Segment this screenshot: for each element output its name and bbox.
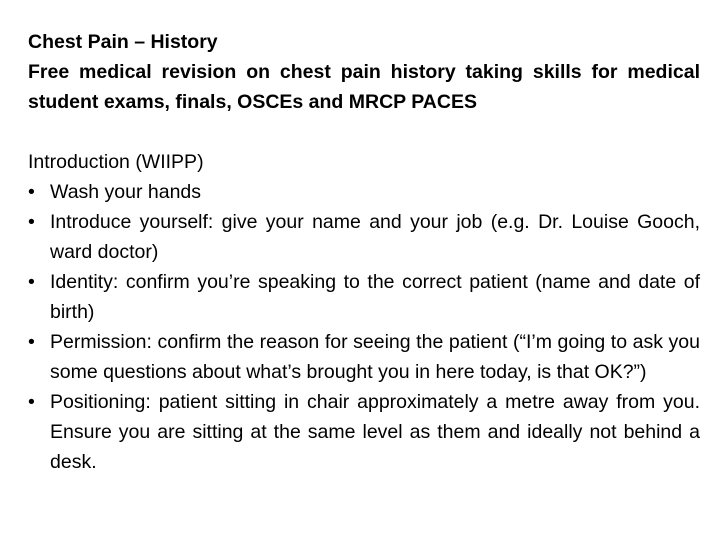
list-item — [28, 267, 700, 327]
header-block — [28, 27, 700, 117]
page-title: Chest Pain – History — [28, 31, 218, 53]
bullet-lead-letter: P — [50, 331, 64, 353]
bullet-icon: • — [28, 331, 35, 353]
bullet-icon: • — [28, 211, 35, 233]
bullet-icon: • — [28, 271, 35, 293]
section-heading: Introduction (WIIPP) — [28, 151, 204, 173]
bullet-text: ash your hands — [67, 181, 202, 203]
list-item — [28, 207, 700, 267]
bullet-lead-letter: W — [50, 181, 68, 203]
bullet-text: ositioning: patient sitting in chair approximately a metre away from you. Ensure you are sitting at the same level as them and ideally not behind a desk. — [50, 391, 700, 473]
bullet-lead-letter: I — [50, 211, 56, 233]
bullet-text: ntroduce yourself: give your name and your job (e.g. Dr. Louise Gooch, ward doctor) — [50, 211, 700, 263]
bullet-text: dentity: confirm you’re speaking to the correct patient (name and date of birth) — [50, 271, 700, 323]
bullet-lead-letter: P — [50, 391, 64, 413]
list-item — [28, 177, 700, 207]
bullet-icon: • — [28, 391, 35, 413]
bullet-list — [28, 177, 700, 477]
bullet-text: ermission: confirm the reason for seeing the patient (“I’m going to ask you some questions about what’s brought you in here today, is that OK?”) — [50, 331, 700, 383]
list-item — [28, 327, 700, 387]
slide-content — [28, 27, 700, 477]
bullet-lead-letter: I — [50, 271, 56, 293]
page-subtitle: Free medical revision on chest pain history taking skills for medical student exams, finals, OSCEs and MRCP PACES — [28, 61, 700, 113]
bullet-icon: • — [28, 181, 35, 203]
list-item — [28, 387, 700, 477]
